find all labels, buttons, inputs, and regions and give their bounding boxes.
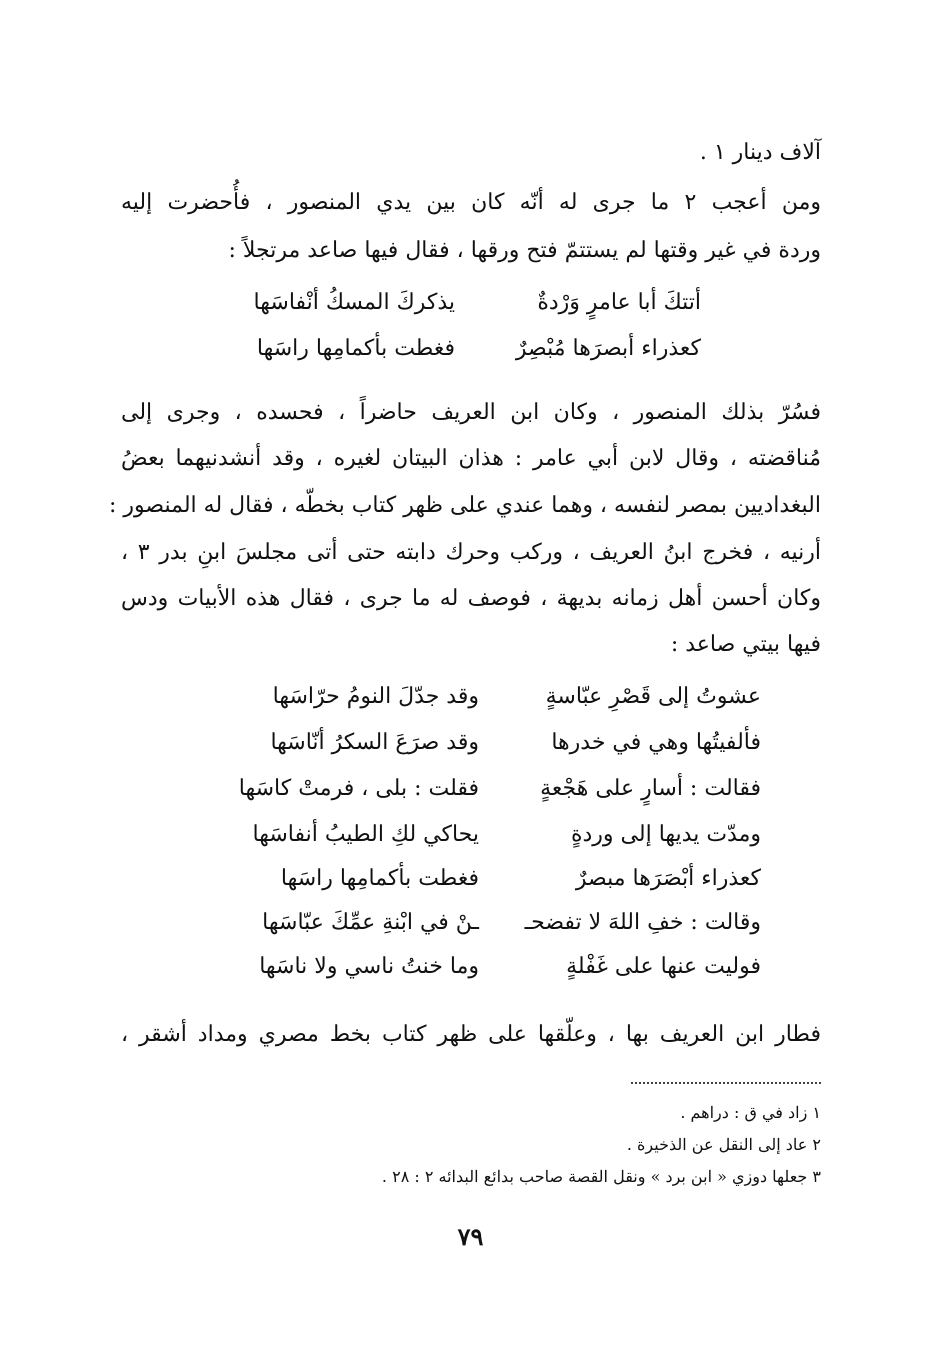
verse-hemistich-right: فألفيتُها وهي في خدرها <box>551 730 761 755</box>
paragraph-line: البغداديين بمصر لنفسه ، وهما عندي على ظهر كتاب بخطّه ، فقال له المنصور : <box>109 493 821 518</box>
paragraph-line: ومن أعجب ٢ ما جرى له أنّه كان بين يدي المنصور ، فأُحضرت إليه <box>121 190 822 215</box>
footnote: ٢ عاد إلى النقل عن الذخيرة . <box>626 1135 821 1154</box>
verse-hemistich-left: يذكركَ المسكُ أنْفاسَها <box>253 290 455 315</box>
verse-hemistich-left: فغطت بأكمامِها راسَها <box>280 866 479 891</box>
paragraph-line: وردة في غير وقتها لم يستتمّ فتح ورقها ، فقال فيها صاعد مرتجلاً : <box>228 238 821 263</box>
footnote-separator <box>631 1082 821 1084</box>
paragraph-line: مُناقضته ، وقال لابن أبي عامر : هذان البيتان لغيره ، وقد أنشدنيهما بعضُ <box>121 446 821 471</box>
verse-hemistich-left: يحاكي لكِ الطيبُ أنفاسَها <box>252 822 479 847</box>
paragraph-line: فسُرّ بذلك المنصور ، وكان ابن العريف حاضراً ، فحسده ، وجرى إلى <box>121 400 821 425</box>
footnote: ٣ جعلها دوزي « ابن برد » ونقل القصة صاحب بدائع البدائه ٢ : ٢٨ . <box>381 1167 821 1186</box>
verse-hemistich-right: فقالت : أسارٍ على هَجْعةٍ <box>540 776 761 801</box>
footnote: ١ زاد في ق : دراهم . <box>680 1103 821 1122</box>
verse-hemistich-left: وقد صرَعَ السكرُ أنّاسَها <box>270 730 479 755</box>
page-number: ٧٩ <box>457 1222 484 1251</box>
verse-hemistich-right: وقالت : خفِ اللهَ لا تفضحـ <box>524 910 761 935</box>
paragraph-line: آلاف دينار ١ . <box>699 140 821 165</box>
paragraph-line: وكان أحسن أهل زمانه بديهة ، فوصف له ما جرى ، فقال هذه الأبيات ودس <box>121 586 821 611</box>
verse-hemistich-right: عشوتُ إلى قَصْرِ عبّاسةٍ <box>545 684 761 709</box>
verse-hemistich-left: وما خنتُ ناسي ولا ناسَها <box>259 954 479 979</box>
verse-hemistich-left: وقد جدّلَ النومُ حرّاسَها <box>272 684 479 709</box>
verse-hemistich-right: ومدّت يديها إلى وردةٍ <box>570 822 761 847</box>
paragraph-line: أرنيه ، فخرج ابنُ العريف ، وركب وحرك دابته حتى أتى مجلسَ ابنِ بدر ٣ ، <box>121 540 822 565</box>
paragraph-line: فطار ابن العريف بها ، وعلّقها على ظهر كتاب بخط مصري ومداد أشقر ، <box>121 1022 821 1047</box>
verse-hemistich-left: فقلت : بلى ، فرمتْ كاسَها <box>238 776 479 801</box>
verse-hemistich-right: كعذراء أبْصَرَها مبصرٌ <box>575 866 761 891</box>
verse-hemistich-right: أتتكَ أبا عامرٍ وَرْدةٌ <box>537 290 701 315</box>
verse-hemistich-left: ـنْ في ابْنةِ عمِّكَ عبّاسَها <box>262 910 479 935</box>
paragraph-line: فيها بيتي صاعد : <box>670 632 821 657</box>
verse-hemistich-right: كعذراء أبصرَها مُبْصِرٌ <box>515 336 701 361</box>
verse-hemistich-left: فغطت بأكمامِها راسَها <box>256 336 455 361</box>
verse-hemistich-right: فوليت عنها على غَفْلةٍ <box>566 954 761 979</box>
